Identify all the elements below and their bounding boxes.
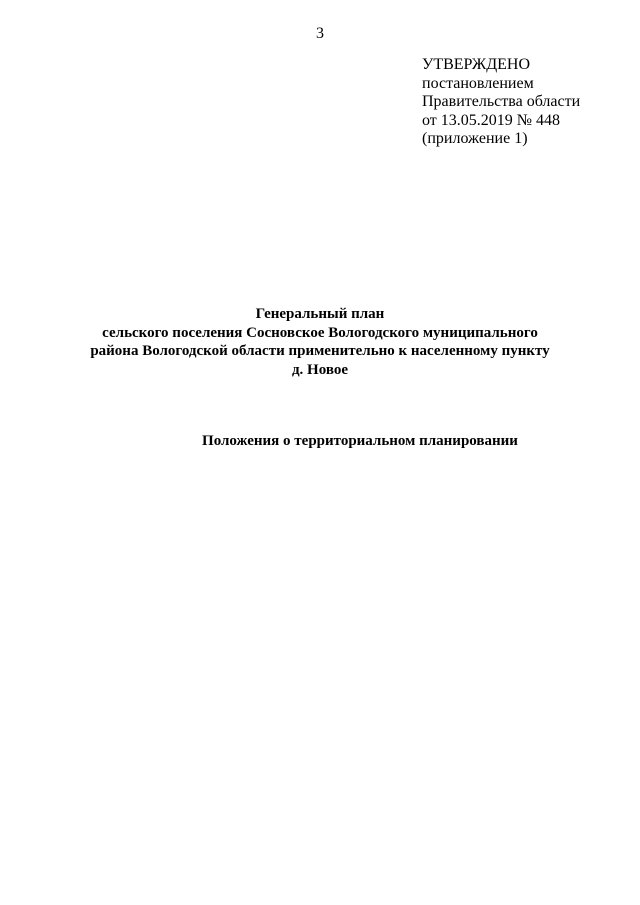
approval-line-appendix: (приложение 1): [422, 130, 528, 148]
title-line-2: сельского поселения Сосновское Вологодского муниципального: [102, 324, 538, 341]
approval-stamp: [422, 56, 580, 149]
approval-line-date-number: от 13.05.2019 № 448: [422, 111, 561, 129]
approval-line-government: Правительства области: [422, 93, 581, 111]
document-title: [0, 305, 640, 379]
approval-line-approved: УТВЕРЖДЕНО: [422, 56, 531, 73]
page-number: 3: [316, 25, 324, 42]
title-line-1: Генеральный план: [255, 306, 385, 322]
title-line-4: д. Новое: [291, 361, 349, 378]
section-heading: Положения о территориальном планировании: [202, 433, 518, 449]
title-line-3: района Вологодской области применительно к населенному пункту: [90, 343, 550, 360]
approval-line-resolution: постановлением: [422, 74, 534, 92]
